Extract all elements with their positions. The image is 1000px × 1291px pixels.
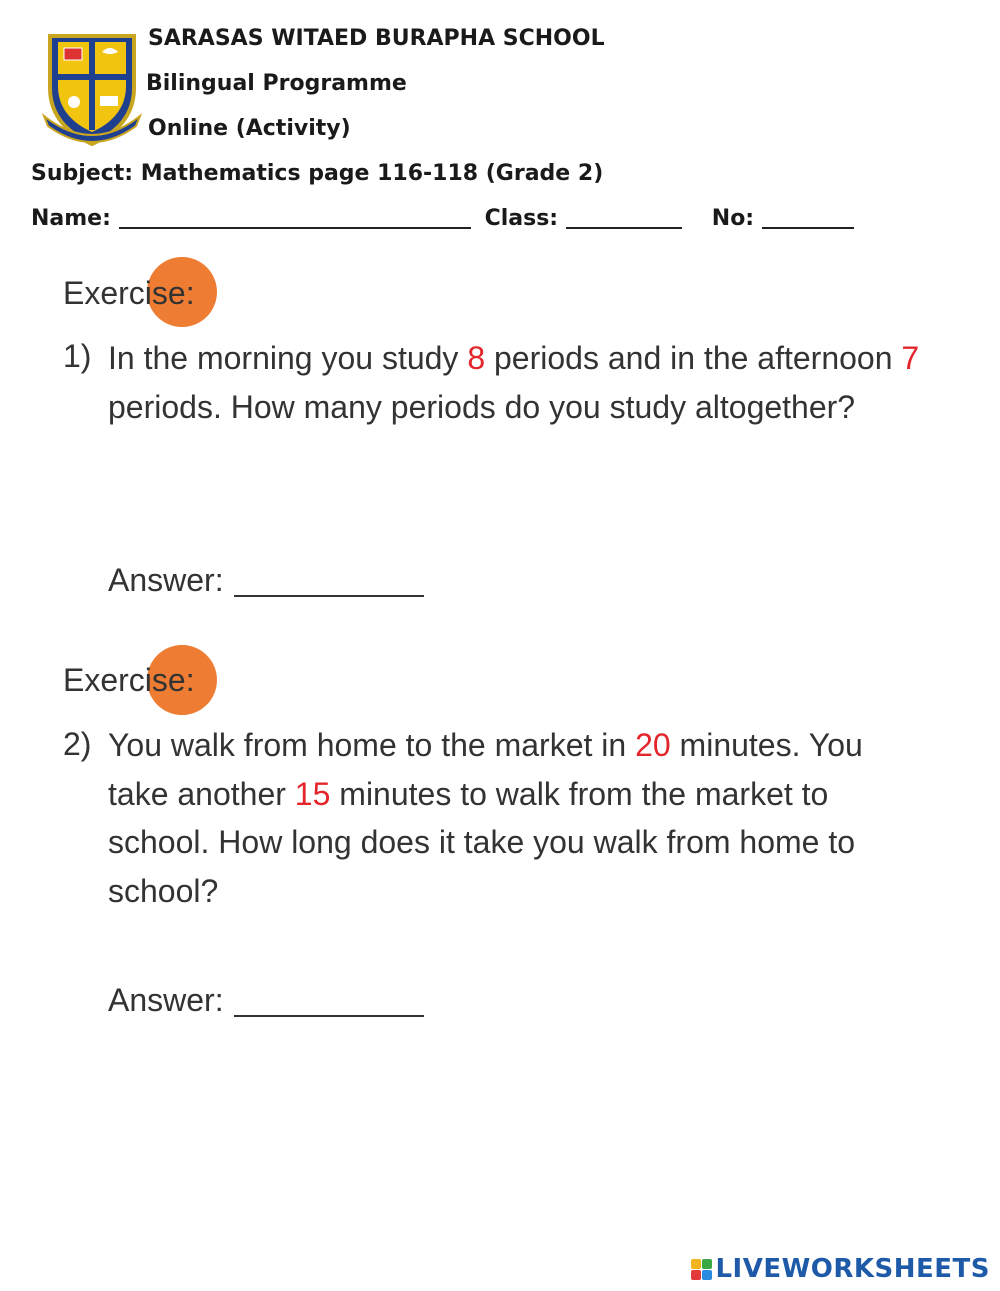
liveworksheets-icon <box>691 1259 712 1280</box>
student-info-fields <box>31 206 854 231</box>
question-1-number: 1) <box>63 338 92 374</box>
question-2-number-b: 15 <box>294 775 331 812</box>
answer-2-label: Answer: <box>108 982 224 1018</box>
question-1-text <box>108 334 928 431</box>
question-2-part-b: minutes. You take another <box>108 727 863 812</box>
subject-line: Subject: Mathematics page 116-118 (Grade 2) <box>31 161 604 186</box>
exercise-2-heading: Exercise: <box>63 662 195 698</box>
no-field[interactable] <box>762 207 854 229</box>
question-2-number: 2) <box>63 726 92 762</box>
name-label: Name: <box>31 206 111 231</box>
question-1-part-a: In the morning you study <box>108 340 468 376</box>
answer-1-input[interactable] <box>234 569 424 597</box>
no-label: No: <box>711 206 755 231</box>
question-2-number-a: 20 <box>635 727 671 763</box>
answer-2-input[interactable] <box>234 989 424 1017</box>
school-crest-logo <box>38 30 146 148</box>
liveworksheets-brand: LIVEWORKSHEETS <box>715 1254 990 1284</box>
question-1-number-b: 7 <box>901 340 920 376</box>
activity-mode: Online (Activity) <box>148 116 351 141</box>
liveworksheets-logo <box>691 1254 990 1284</box>
question-2-part-a: You walk from home to the market in <box>108 727 636 763</box>
question-2-part-c: minutes to walk from the market to school. How long does it take you walk from home to school? <box>108 775 856 909</box>
answer-1-label: Answer: <box>108 562 224 598</box>
question-1-part-b: periods and in the afternoon <box>485 340 902 376</box>
exercise-1-heading: Exercise: <box>63 275 195 311</box>
question-2-text <box>108 721 928 915</box>
programme-name: Bilingual Programme <box>146 71 407 96</box>
class-label: Class: <box>484 206 559 231</box>
class-field[interactable] <box>566 207 682 229</box>
question-1-part-c: periods. How many periods do you study altogether? <box>108 388 856 425</box>
question-1-number-a: 8 <box>467 340 486 376</box>
name-field[interactable] <box>119 207 471 229</box>
question-1-answer <box>108 562 424 599</box>
question-2-answer <box>108 982 424 1019</box>
school-name: SARASAS WITAED BURAPHA SCHOOL <box>148 26 605 51</box>
